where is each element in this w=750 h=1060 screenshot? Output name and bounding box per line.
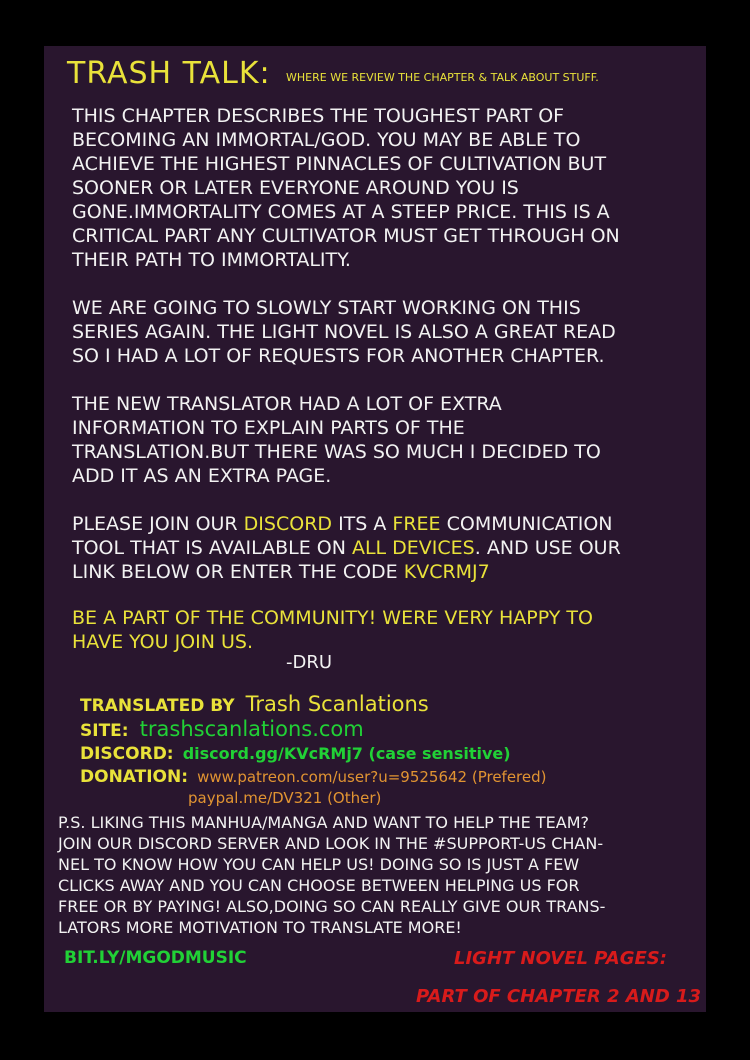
text-line: SOONER OR LATER EVERYONE AROUND YOU IS (72, 177, 519, 199)
discord-label: DISCORD: (80, 744, 174, 764)
text-line: FREE OR BY PAYING! ALSO,DOING SO CAN REALLY GIVE OUR TRANS- (58, 897, 606, 916)
discord-link[interactable]: discord.gg/KVcRMj7 (case sensitive) (182, 744, 511, 763)
text-line (72, 512, 702, 536)
content-panel (44, 46, 706, 1012)
paragraph-chapter-description (72, 104, 702, 272)
paragraph-translator-note (72, 392, 702, 488)
page-subtitle: WHERE WE REVIEW THE CHAPTER & TALK ABOUT STUFF. (286, 71, 599, 84)
text-line: BE A PART OF THE COMMUNITY! WERE VERY HAPPY TO (72, 607, 593, 629)
text-line: GONE.IMMORTALITY COMES AT A STEEP PRICE. THIS IS A (72, 201, 610, 223)
text-line: CLICKS AWAY AND YOU CAN CHOOSE BETWEEN HELPING US FOR (58, 876, 580, 895)
credit-site (80, 717, 364, 741)
text-line: SO I HAD A LOT OF REQUESTS FOR ANOTHER CHAPTER. (72, 345, 605, 367)
text-segment: LINK BELOW OR ENTER THE CODE (72, 561, 404, 583)
ps-note (58, 812, 703, 938)
signature: -DRU (286, 652, 333, 673)
text-line (72, 560, 702, 584)
credit-translated (80, 692, 429, 716)
text-line: THIS CHAPTER DESCRIBES THE TOUGHEST PART OF (72, 105, 565, 127)
text-line: JOIN OUR DISCORD SERVER AND LOOK IN THE #SUPPORT-US CHAN- (58, 834, 604, 853)
group-name: Trash Scanlations (245, 692, 429, 716)
text-line: TRANSLATION.BUT THERE WAS SO MUCH I DECIDED TO (72, 441, 601, 463)
page-title: TRASH TALK: (67, 56, 271, 91)
music-link[interactable]: BIT.LY/MGODMUSIC (64, 948, 247, 968)
text-line: HAVE YOU JOIN US. (72, 631, 254, 653)
paragraph-discord-invite (72, 512, 702, 584)
text-line: NEL TO KNOW HOW YOU CAN HELP US! DOING SO IS JUST A FEW (58, 855, 580, 874)
discord-highlight: DISCORD (243, 513, 333, 535)
text-line: SERIES AGAIN. THE LIGHT NOVEL IS ALSO A GREAT READ (72, 321, 616, 343)
text-line (72, 536, 702, 560)
donation-label: DONATION: (80, 767, 189, 787)
translated-label: TRANSLATED BY (80, 696, 235, 716)
text-line: CRITICAL PART ANY CULTIVATOR MUST GET THROUGH ON (72, 225, 620, 247)
patreon-link[interactable]: www.patreon.com/user?u=9525642 (Prefered) (197, 768, 547, 786)
text-line: P.S. LIKING THIS MANHUA/MANGA AND WANT TO HELP THE TEAM? (58, 813, 589, 832)
credit-donation (80, 767, 547, 787)
all-devices-highlight: ALL DEVICES (351, 537, 475, 559)
credit-discord (80, 744, 511, 764)
light-novel-title: LIGHT NOVEL PAGES: (454, 948, 667, 969)
text-segment: . AND USE OUR (474, 537, 621, 559)
text-line: THEIR PATH TO IMMORTALITY. (72, 249, 351, 271)
text-segment: ITS A (332, 513, 393, 535)
text-segment: TOOL THAT IS AVAILABLE ON (72, 537, 352, 559)
paragraph-series-update (72, 296, 702, 368)
paragraph-community (72, 606, 702, 654)
text-line: THE NEW TRANSLATOR HAD A LOT OF EXTRA (72, 393, 502, 415)
text-line: WE ARE GOING TO SLOWLY START WORKING ON THIS (72, 297, 581, 319)
text-segment: PLEASE JOIN OUR (72, 513, 244, 535)
text-line: BECOMING AN IMMORTAL/GOD. YOU MAY BE ABLE TO (72, 129, 581, 151)
free-highlight: FREE (392, 513, 441, 535)
discord-code: KVCRMJ7 (403, 561, 490, 583)
text-line: INFORMATION TO EXPLAIN PARTS OF THE (72, 417, 465, 439)
light-novel-subtitle: PART OF CHAPTER 2 AND 13 (416, 986, 702, 1007)
text-line: ADD IT AS AN EXTRA PAGE. (72, 465, 332, 487)
site-label: SITE: (80, 721, 129, 741)
text-segment: COMMUNICATION (440, 513, 613, 535)
site-link[interactable]: trashscanlations.com (139, 717, 364, 741)
text-line: LATORS MORE MOTIVATION TO TRANSLATE MORE! (58, 918, 462, 937)
text-line: ACHIEVE THE HIGHEST PINNACLES OF CULTIVATION BUT (72, 153, 607, 175)
paypal-link[interactable]: paypal.me/DV321 (Other) (188, 789, 382, 807)
